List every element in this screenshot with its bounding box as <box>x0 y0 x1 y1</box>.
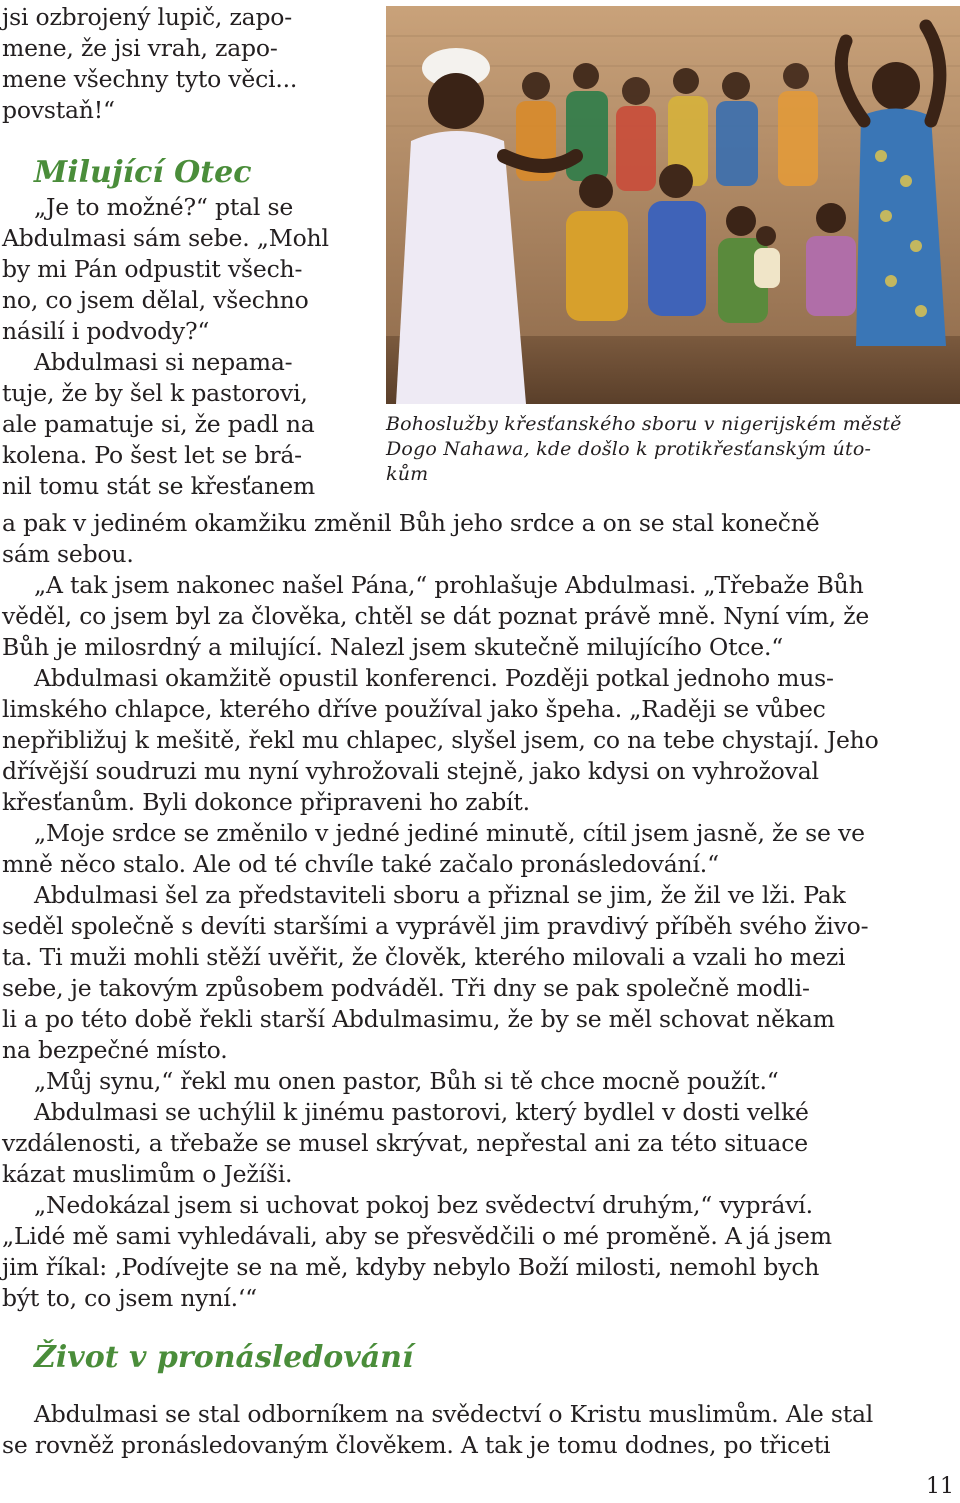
text-line: li a po této době řekli starší Abdulmasimu, že by se měl schovat někam <box>2 1005 835 1033</box>
text-line: Abdulmasi šel za představiteli sboru a přiznal se jim, že žil ve lži. Pak <box>34 881 846 909</box>
page-number: 11 <box>926 1474 954 1499</box>
text-line: mně něco stalo. Ale od té chvíle také začalo pronásledování.“ <box>2 850 719 878</box>
text-line: Abdulmasi se uchýlil k jinému pastorovi, který bydlel v dosti velké <box>34 1098 809 1126</box>
text-line: a pak v jediném okamžiku změnil Bůh jeho srdce a on se stal konečně <box>2 509 820 537</box>
text-line: mene všechny tyto věci... <box>2 65 298 93</box>
text-line: povstaň!“ <box>2 96 115 124</box>
text-line: Bůh je milosrdný a milující. Nalezl jsem skutečně milujícího Otce.“ <box>2 633 784 661</box>
text-line: nil tomu stát se křesťanem <box>2 472 316 500</box>
text-line: kázat muslimům o Ježíši. <box>2 1160 293 1188</box>
text-line: „Moje srdce se změnilo v jedné jediné minutě, cítil jsem jasně, že se ve <box>34 819 865 847</box>
text-line: být to, co jsem nyní.‘“ <box>2 1284 257 1312</box>
text-line: jsi ozbrojený lupič, zapo- <box>2 3 292 31</box>
text-line: seděl společně s devíti staršími a vyprávěl jim pravdivý příběh svého živo- <box>2 912 869 940</box>
text-line: věděl, co jsem byl za člověka, chtěl se dát poznat právě mně. Nyní vím, že <box>2 602 870 630</box>
text-line: no, co jsem dělal, všechno <box>2 286 309 314</box>
section-heading: Milující Otec <box>34 155 252 190</box>
text-line: limského chlapce, kterého dříve používal jako špeha. „Raději se vůbec <box>2 695 826 723</box>
text-line: Abdulmasi si nepama- <box>34 348 293 376</box>
text-line: mene, že jsi vrah, zapo- <box>2 34 278 62</box>
text-line: vzdálenosti, a třebaže se musel skrývat, nepřestal ani za této situace <box>2 1129 808 1157</box>
text-line: „Lidé mě sami vyhledávali, aby se přesvědčili o mé proměně. A já jsem <box>2 1222 832 1250</box>
text-line: Abdulmasi sám sebe. „Mohl <box>2 224 329 252</box>
text-line: dřívější soudruzi mu nyní vyhrožovali stejně, jako kdysi on vyhrožoval <box>2 757 819 785</box>
text-line: sebe, je takovým způsobem podváděl. Tři dny se pak společně modli- <box>2 974 810 1002</box>
text-line: se rovněž pronásledovaným člověkem. A tak je tomu dodnes, po třiceti <box>2 1431 831 1459</box>
text-line: kolena. Po šest let se brá- <box>2 441 302 469</box>
text-line: tuje, že by šel k pastorovi, <box>2 379 308 407</box>
photo-caption-line: kům <box>386 463 429 485</box>
text-line: křesťanům. Byli dokonce připraveni ho zabít. <box>2 788 530 816</box>
section-heading: Život v pronásledování <box>34 1340 414 1375</box>
text-line: Abdulmasi se stal odborníkem na svědectví o Kristu muslimům. Ale stal <box>34 1400 874 1428</box>
text-line: na bezpečné místo. <box>2 1036 228 1064</box>
text-line: „Nedokázal jsem si uchovat pokoj bez svědectví druhým,“ vypráví. <box>34 1191 813 1219</box>
text-line: „Je to možné?“ ptal se <box>34 193 294 221</box>
text-line: ale pamatuje si, že padl na <box>2 410 315 438</box>
text-line: „Můj synu,“ řekl mu onen pastor, Bůh si tě chce mocně použít.“ <box>34 1067 779 1095</box>
photo-caption-line: Dogo Nahawa, kde došlo k protikřesťanským úto- <box>386 438 872 460</box>
text-line: ta. Ti muži mohli stěží uvěřit, že člověk, kterého milovali a vzali ho mezi <box>2 943 846 971</box>
text-line: „A tak jsem nakonec našel Pána,“ prohlašuje Abdulmasi. „Třebaže Bůh <box>34 571 864 599</box>
text-line: násilí i podvody?“ <box>2 317 210 345</box>
text-line: by mi Pán odpustit všech- <box>2 255 303 283</box>
text-line: jim říkal: ‚Podívejte se na mě, kdyby nebylo Boží milosti, nemohl bych <box>2 1253 820 1281</box>
photo-caption-line: Bohoslužby křesťanského sboru v nigerijském městě <box>386 413 902 435</box>
text-line: nepřibližuj k mešitě, řekl mu chlapec, slyšel jsem, co na tebe chystají. Jeho <box>2 726 879 754</box>
text-line: sám sebou. <box>2 540 134 568</box>
text-line: Abdulmasi okamžitě opustil konferenci. Později potkal jednoho mus- <box>34 664 834 692</box>
church-service-photo <box>386 6 960 404</box>
